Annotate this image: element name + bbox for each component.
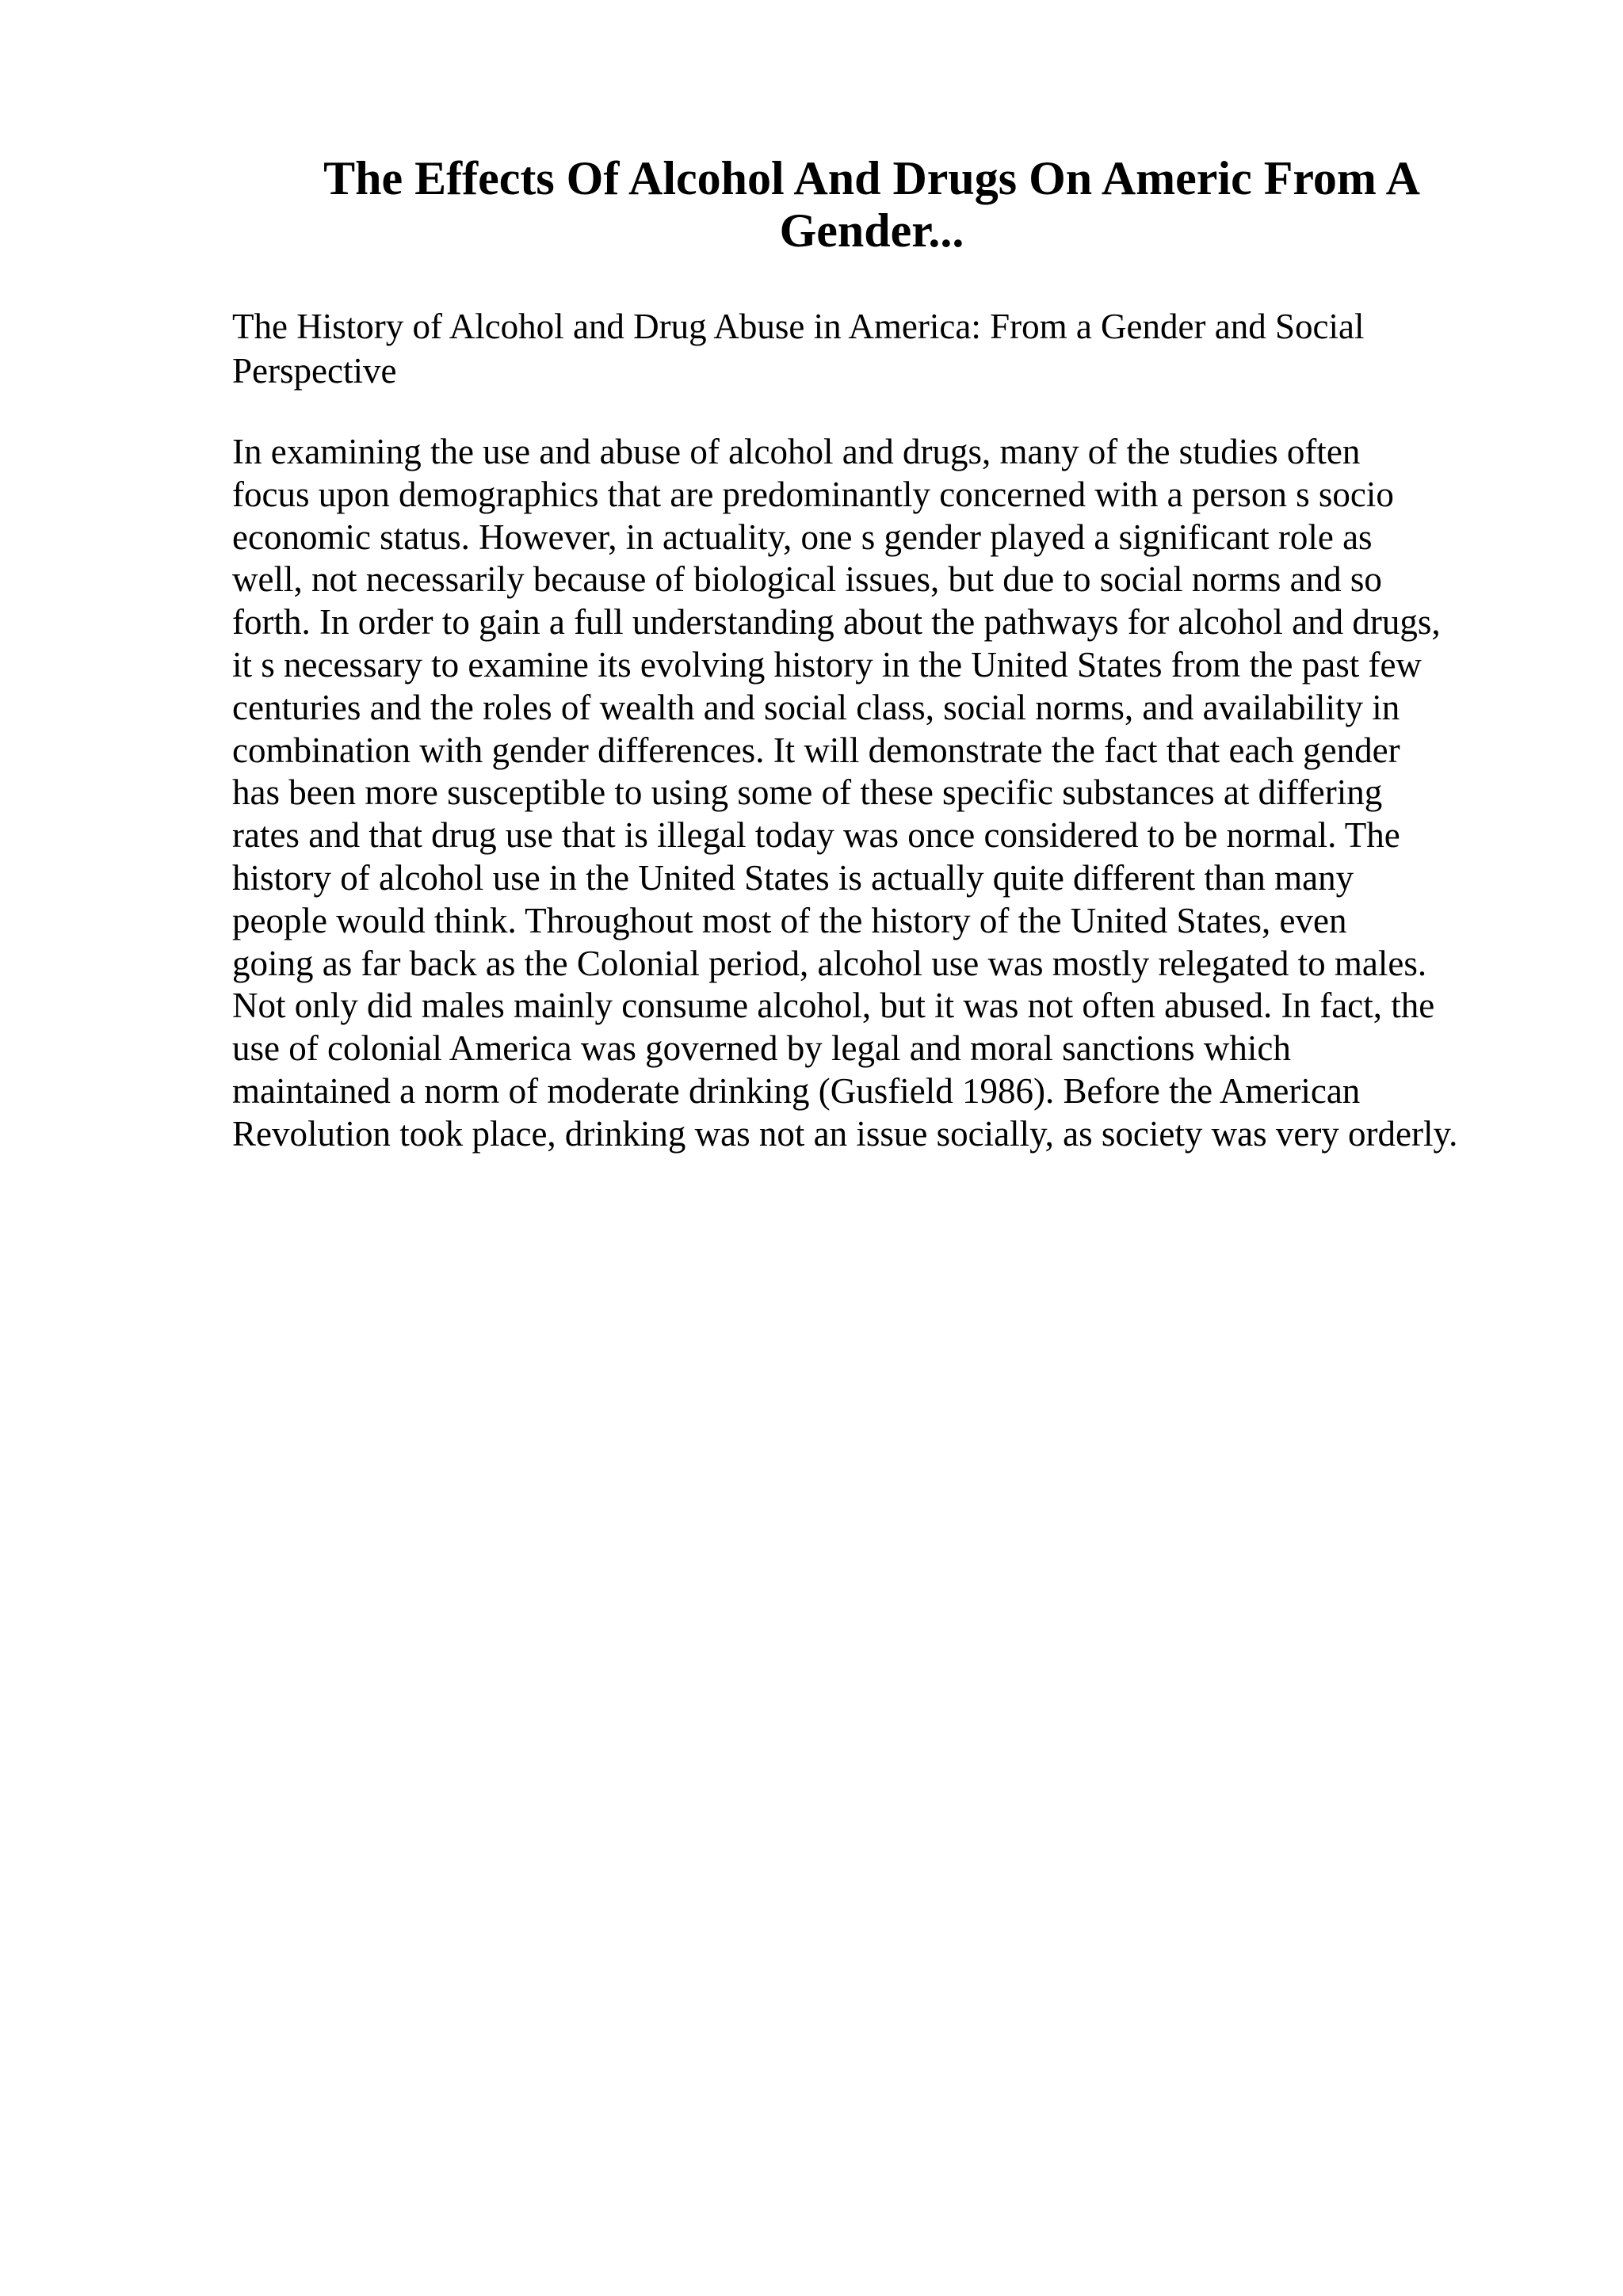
document-subtitle: [232, 304, 1500, 393]
body-line: forth. In order to gain a full understanding about the pathways for alcohol and drugs,: [232, 602, 1441, 643]
body-line: well, not necessarily because of biological issues, but due to social norms and so: [232, 559, 1382, 600]
subtitle-line: The History of Alcohol and Drug Abuse in America: From a Gender and Social: [232, 307, 1365, 346]
subtitle-line: Perspective: [232, 351, 397, 391]
body-line: people would think. Throughout most of the history of the United States, even: [232, 900, 1347, 940]
body-line: Not only did males mainly consume alcohol, but it was not often abused. In fact, the: [232, 986, 1435, 1026]
body-line: use of colonial America was governed by legal and moral sanctions which: [232, 1028, 1291, 1069]
title-line: The Effects Of Alcohol And Drugs On Americ From A: [323, 152, 1420, 204]
document-title: [230, 152, 1514, 257]
body-line: focus upon demographics that are predominantly concerned with a person s socio: [232, 474, 1394, 514]
body-line: it s necessary to examine its evolving history in the United States from the past few: [232, 644, 1422, 685]
body-line: Revolution took place, drinking was not an issue socially, as society was very orderly.: [232, 1113, 1458, 1154]
body-line: combination with gender differences. It will demonstrate the fact that each gender: [232, 730, 1400, 770]
title-line: Gender...: [779, 204, 964, 257]
body-line: has been more susceptible to using some of these specific substances at differing: [232, 772, 1383, 813]
body-line: economic status. However, in actuality, one s gender played a significant role as: [232, 517, 1373, 557]
body-line: history of alcohol use in the United States is actually quite different than many: [232, 857, 1354, 898]
body-paragraph: [232, 431, 1532, 1156]
body-line: centuries and the roles of wealth and social class, social norms, and availability in: [232, 687, 1400, 727]
body-line: maintained a norm of moderate drinking (Gusfield 1986). Before the American: [232, 1070, 1361, 1111]
body-line: rates and that drug use that is illegal today was once considered to be normal. The: [232, 815, 1400, 856]
body-line: going as far back as the Colonial period, alcohol use was mostly relegated to males.: [232, 943, 1427, 983]
body-line: In examining the use and abuse of alcohol and drugs, many of the studies often: [232, 432, 1361, 471]
